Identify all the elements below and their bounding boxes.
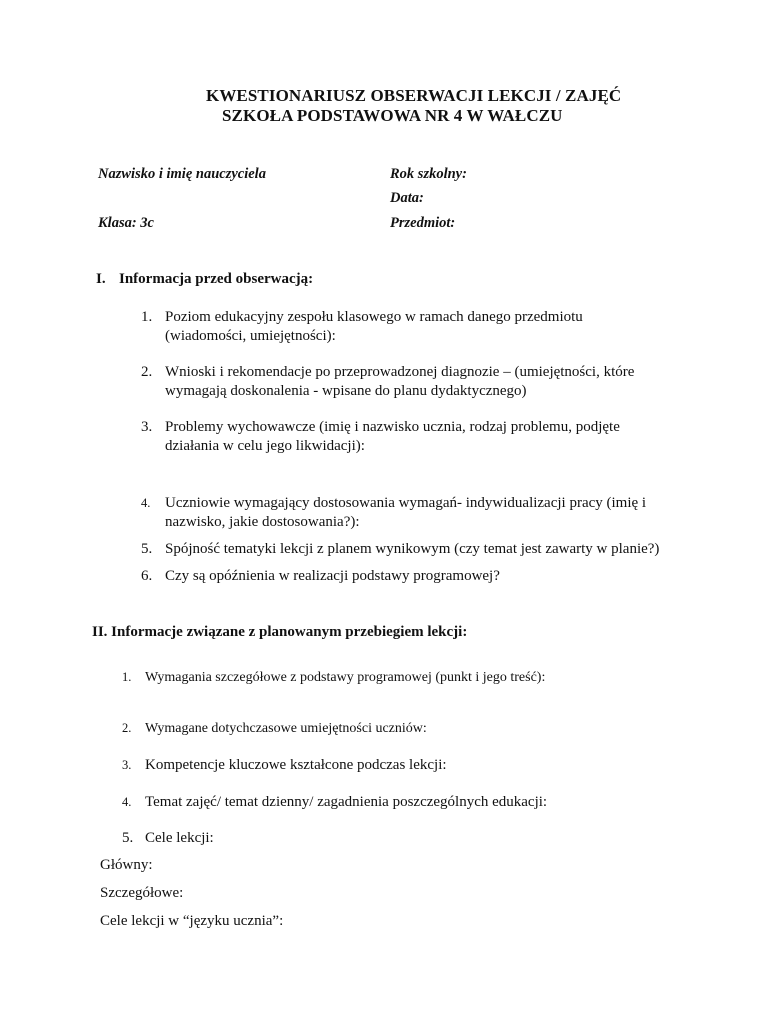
date-label: Data: xyxy=(390,190,424,206)
student-language-goals-label: Cele lekcji w “języku ucznia”: xyxy=(100,913,284,929)
section1-item-number: 1. xyxy=(141,309,153,325)
section2-item-text: Temat zajęć/ temat dzienny/ zagadnienia poszczególnych edukacji: xyxy=(145,794,548,810)
section1-item-number: 5. xyxy=(141,541,153,557)
section2-item-text: Wymagane dotychczasowe umiejętności uczniów: xyxy=(145,721,427,736)
main-goal-label: Główny: xyxy=(100,857,153,873)
section1-item-number: 6. xyxy=(141,568,153,584)
section2-item-text: Cele lekcji: xyxy=(145,830,214,846)
section1-item-line: nazwisko, jakie dostosowania?): xyxy=(165,514,360,530)
section1-item-number: 2. xyxy=(141,364,153,380)
section1-item-line: Wnioski i rekomendacje po przeprowadzonej diagnozie – (umiejętności, które xyxy=(165,364,635,380)
school-year-label: Rok szkolny: xyxy=(390,166,467,182)
document-title-line2: SZKOŁA PODSTAWOWA NR 4 W WAŁCZU xyxy=(222,106,563,125)
section1-item-line: wymagają doskonalenia - wpisane do planu dydaktycznego) xyxy=(165,383,527,399)
section1-item-line: (wiadomości, umiejętności): xyxy=(165,328,336,344)
section1-item-line: Problemy wychowawcze (imię i nazwisko ucznia, rodzaj problemu, podjęte xyxy=(165,419,620,435)
teacher-name-label: Nazwisko i imię nauczyciela xyxy=(98,166,266,182)
section2-heading: II. Informacje związane z planowanym przebiegiem lekcji: xyxy=(92,624,468,640)
section2-item-number: 4. xyxy=(122,795,132,809)
subject-label: Przedmiot: xyxy=(390,215,456,231)
section1-number: I. xyxy=(96,271,106,287)
detailed-goals-label: Szczegółowe: xyxy=(100,885,184,901)
section2-item-number: 1. xyxy=(122,670,132,684)
section1-item-line: Poziom edukacyjny zespołu klasowego w ramach danego przedmiotu xyxy=(165,309,583,325)
document-title-line1: KWESTIONARIUSZ OBSERWACJI LEKCJI / ZAJĘĆ xyxy=(206,86,622,105)
section1-item-number: 4. xyxy=(141,496,151,510)
section2-item-text: Kompetencje kluczowe kształcone podczas lekcji: xyxy=(145,757,447,773)
section2-item-text: Wymagania szczegółowe z podstawy programowej (punkt i jego treść): xyxy=(145,670,546,685)
section1-heading: Informacja przed obserwacją: xyxy=(119,271,314,287)
section1-item-line: Uczniowie wymagający dostosowania wymagań- indywidualizacji pracy (imię i xyxy=(165,495,647,511)
section2-item-number: 3. xyxy=(122,758,132,772)
section1-item-line: działania w celu jego likwidacji): xyxy=(165,438,365,454)
section1-item-line: Czy są opóźnienia w realizacji podstawy programowej? xyxy=(165,568,500,584)
class-label: Klasa: 3c xyxy=(98,215,154,231)
section2-item-number: 2. xyxy=(122,721,132,735)
section1-item-line: Spójność tematyki lekcji z planem wynikowym (czy temat jest zawarty w planie?) xyxy=(165,541,660,557)
section2-item-number: 5. xyxy=(122,830,134,846)
section1-item-number: 3. xyxy=(141,419,153,435)
